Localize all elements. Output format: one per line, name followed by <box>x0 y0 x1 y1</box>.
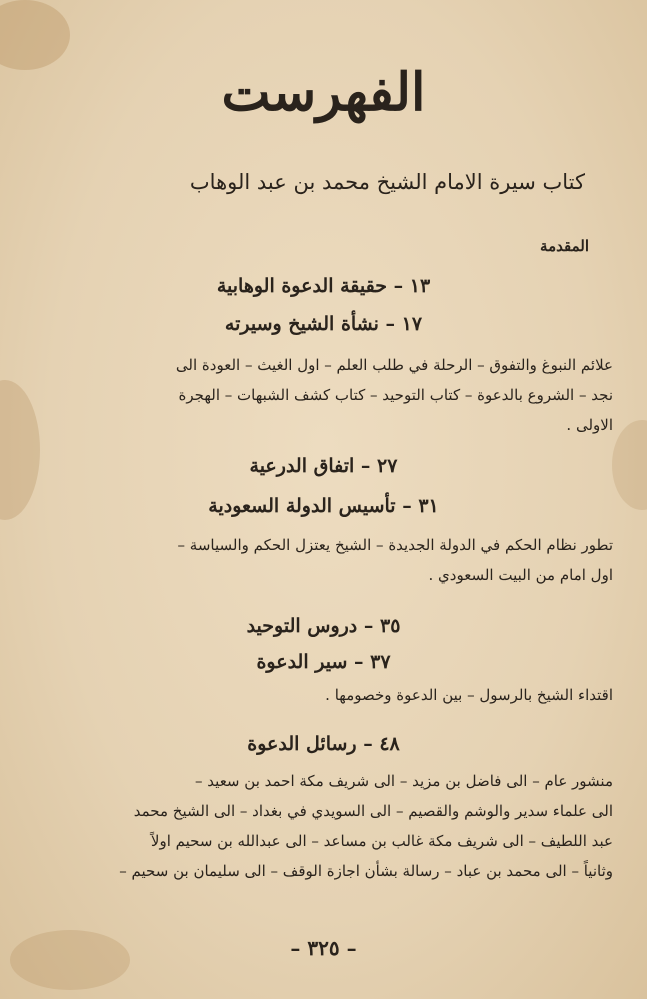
toc-paragraph-line: الى علماء سدير والوشم والقصيم – الى السويدي في بغداد – الى الشيخ محمد <box>133 802 613 820</box>
intro-label: المقدمة <box>540 237 589 255</box>
toc-heading: ١٣ – حقيقة الدعوة الوهابية <box>216 275 431 297</box>
toc-paragraph <box>23 350 613 440</box>
toc-paragraph-line: علائم النبوغ والتفوق – الرحلة في طلب العلم – اول الغيث – العودة الى <box>175 356 613 374</box>
toc-paragraph <box>23 680 613 710</box>
toc-heading: ٤٨ – رسائل الدعوة <box>247 733 400 755</box>
toc-paragraph <box>23 766 613 886</box>
toc-heading: ١٧ – نشأة الشيخ وسيرته <box>224 313 423 335</box>
toc-heading: ٢٧ – اتفاق الدرعية <box>249 455 398 477</box>
page-number: – ٣٢٥ – <box>290 936 357 960</box>
toc-paragraph-line: منشور عام – الى فاضل بن مزيد – الى شريف مكة احمد بن سعيد – <box>195 772 613 790</box>
toc-heading: ٣١ – تأسيس الدولة السعودية <box>208 495 439 517</box>
toc-heading: ٣٧ – سير الدعوة <box>256 651 391 673</box>
toc-heading: ٣٥ – دروس التوحيد <box>246 615 401 637</box>
book-title: كتاب سيرة الامام الشيخ محمد بن عبد الوهاب <box>189 170 585 194</box>
toc-paragraph-line: نجد – الشروع بالدعوة – كتاب التوحيد – كتاب كشف الشبهات – الهجرة <box>178 386 613 404</box>
toc-paragraph-line: وثانياً – الى محمد بن عباد – رسالة بشأن اجازة الوقف – الى سليمان بن سحيم – <box>119 862 613 880</box>
toc-paragraph-line: اقتداء الشيخ بالرسول – بين الدعوة وخصومها . <box>325 686 613 704</box>
toc-paragraph <box>23 530 613 590</box>
page-title: الفهرست <box>221 62 426 123</box>
toc-paragraph-line: عبد اللطيف – الى شريف مكة غالب بن مساعد – الى عبدالله بن سحيم اولاً <box>150 832 613 850</box>
toc-paragraph-line: اول امام من البيت السعودي . <box>428 566 613 584</box>
toc-paragraph-line: تطور نظام الحكم في الدولة الجديدة – الشيخ يعتزل الحكم والسياسة – <box>177 536 613 554</box>
toc-paragraph-line: الاولى . <box>566 416 613 434</box>
